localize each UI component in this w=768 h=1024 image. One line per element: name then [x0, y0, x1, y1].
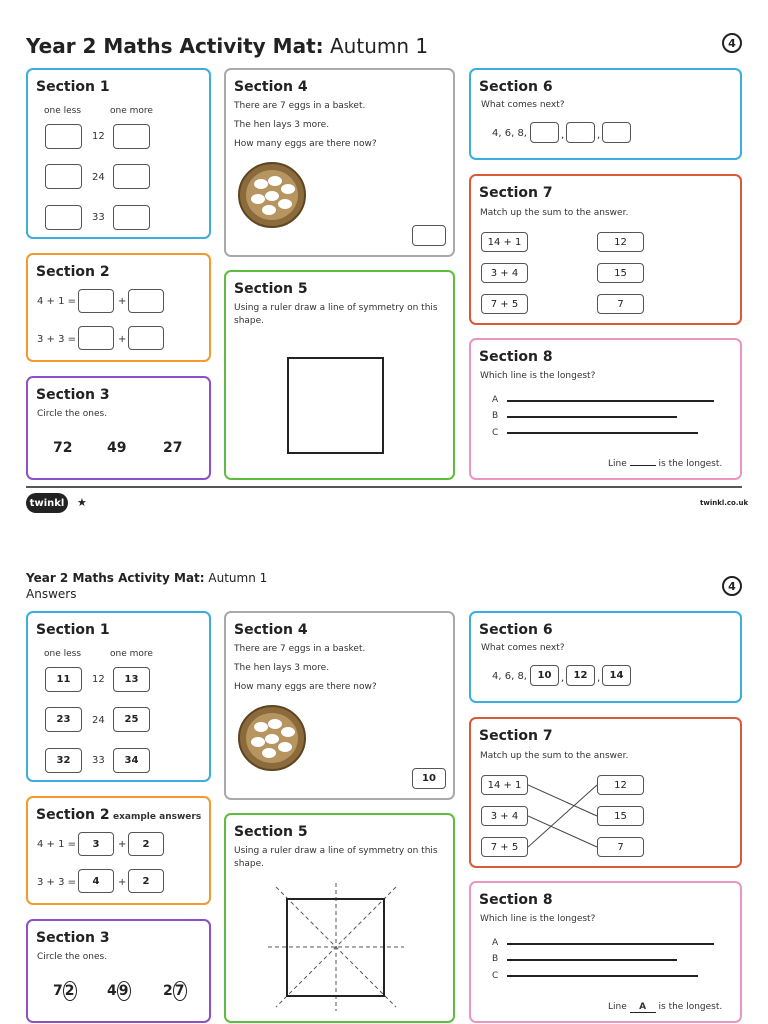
- instruction: Circle the ones.: [37, 952, 108, 962]
- answer-box: 25: [113, 707, 150, 732]
- line-a: [507, 400, 714, 402]
- equation-label: 4 + 1 =: [37, 839, 77, 850]
- answer-sentence: [608, 459, 722, 469]
- answer-box[interactable]: [78, 326, 114, 350]
- answer-box[interactable]: [78, 289, 114, 313]
- circled-ones-digit: 2: [64, 983, 75, 999]
- answer-box: 4: [78, 869, 114, 893]
- line-b: [507, 959, 677, 961]
- one-less-label: one less: [44, 106, 82, 116]
- question-line: How many eggs are there now?: [234, 682, 377, 692]
- answer-section-2-panel: [26, 796, 211, 905]
- section-title: Section 4: [234, 622, 308, 638]
- answer-box[interactable]: [45, 205, 82, 230]
- answer-section-7-panel: [469, 717, 742, 868]
- equation-label: 3 + 3 =: [37, 334, 77, 345]
- square-shape[interactable]: [287, 357, 384, 454]
- section-title: Section 6: [479, 79, 553, 95]
- answer-box[interactable]: [128, 289, 164, 313]
- number-49: [107, 983, 131, 999]
- section-title: Section 1: [36, 79, 110, 95]
- star-icon: ★: [77, 496, 87, 509]
- sum-box[interactable]: 14 + 1: [481, 232, 528, 252]
- number: 33: [92, 212, 105, 223]
- circled-ones-digit: 7: [174, 983, 185, 999]
- sum-box: 14 + 1: [481, 775, 528, 795]
- answer-option: 15: [597, 806, 644, 826]
- square-with-symmetry-lines: [266, 879, 406, 1014]
- answer-box[interactable]: [113, 205, 150, 230]
- answers-subtitle: Answers: [26, 587, 77, 601]
- section-3-panel: [26, 376, 211, 480]
- answer-box[interactable]: [128, 326, 164, 350]
- answer-box[interactable]: [412, 225, 446, 246]
- section-title: Section 2: [36, 807, 110, 823]
- answer-box: 13: [113, 667, 150, 692]
- answer-sentence: [608, 1002, 722, 1013]
- answers-title: [26, 571, 267, 585]
- instruction: Which line is the longest?: [480, 371, 596, 381]
- question-line: There are 7 eggs in a basket.: [234, 101, 366, 111]
- answer-option: 12: [597, 775, 644, 795]
- sequence: 4, 6, 8,: [492, 671, 527, 682]
- plus-sign: +: [118, 296, 127, 307]
- sum-box[interactable]: 3 + 4: [481, 263, 528, 283]
- line-b: [507, 416, 677, 418]
- instruction: What comes next?: [481, 643, 565, 653]
- answer-box[interactable]: [45, 124, 82, 149]
- tens-digit: 4: [107, 983, 117, 999]
- number: 33: [92, 755, 105, 766]
- answer-box: 2: [128, 869, 164, 893]
- answer-box: 10: [412, 768, 446, 789]
- page-title-bold: Year 2 Maths Activity Mat:: [26, 34, 324, 58]
- line-label-a: A: [492, 395, 499, 405]
- instruction: Using a ruler draw a line of symmetry on this shape.: [234, 846, 438, 869]
- number: 12: [92, 674, 105, 685]
- answer-box[interactable]: [566, 122, 595, 143]
- line-label-c: C: [492, 971, 499, 981]
- answers-title-bold: Year 2 Maths Activity Mat:: [26, 571, 205, 585]
- instruction: Circle the ones.: [37, 409, 108, 419]
- twinkl-logo[interactable]: twinkl: [26, 493, 68, 513]
- instruction: What comes next?: [481, 100, 565, 110]
- instruction: Match up the sum to the answer.: [480, 208, 629, 218]
- comma: ,: [561, 130, 565, 141]
- answer-box: 2: [128, 832, 164, 856]
- answer-box: 3: [78, 832, 114, 856]
- sentence-start: Line: [608, 1002, 627, 1012]
- answer-section-4-panel: [224, 611, 455, 800]
- sentence-start: Line: [608, 459, 627, 469]
- comma: ,: [597, 130, 601, 141]
- section-6-panel: [469, 68, 742, 160]
- instruction: Using a ruler draw a line of symmetry on this shape.: [234, 303, 438, 326]
- answer-section-5-panel: [224, 813, 455, 1023]
- section-title: Section 5: [234, 281, 308, 297]
- answer-box: 23: [45, 707, 82, 732]
- line-label-b: B: [492, 411, 499, 421]
- sum-box: 7 + 5: [481, 837, 528, 857]
- section-title: Section 1: [36, 622, 110, 638]
- one-more-label: one more: [110, 649, 153, 659]
- question-line: The hen lays 3 more.: [234, 663, 330, 673]
- number: 12: [92, 131, 105, 142]
- section-7-panel: [469, 174, 742, 325]
- answer-section-6-panel: [469, 611, 742, 703]
- section-title: Section 6: [479, 622, 553, 638]
- answer-section-8-panel: [469, 881, 742, 1023]
- number-49[interactable]: 49: [107, 440, 127, 456]
- number-72: [53, 983, 77, 999]
- plus-sign: +: [118, 334, 127, 345]
- sequence: 4, 6, 8,: [492, 128, 527, 139]
- example-answers-note: example answers: [113, 812, 202, 822]
- section-title: Section 4: [234, 79, 308, 95]
- section-1-panel: [26, 68, 211, 239]
- site-url[interactable]: twinkl.co.uk: [700, 499, 749, 507]
- plus-sign: +: [118, 839, 127, 850]
- sentence-end: is the longest.: [658, 1002, 723, 1012]
- answer-box[interactable]: [45, 164, 82, 189]
- egg-basket-image: [238, 705, 306, 771]
- section-title: Section 2: [36, 264, 110, 280]
- answer-box: 14: [602, 665, 631, 686]
- line-a: [507, 943, 714, 945]
- answer-option[interactable]: 12: [597, 232, 644, 252]
- one-less-label: one less: [44, 649, 82, 659]
- tens-digit: 7: [53, 983, 63, 999]
- footer-divider: [26, 486, 742, 488]
- section-title: Section 3: [36, 930, 110, 946]
- sum-box: 3 + 4: [481, 806, 528, 826]
- answers-title-rest: Autumn 1: [204, 571, 268, 585]
- number-27: [163, 983, 187, 999]
- section-5-panel: [224, 270, 455, 480]
- plus-sign: +: [118, 877, 127, 888]
- section-title: Section 7: [479, 185, 553, 201]
- answer-box: 34: [113, 748, 150, 773]
- instruction: Which line is the longest?: [480, 914, 596, 924]
- answer-section-1-panel: [26, 611, 211, 782]
- answer-box[interactable]: [113, 164, 150, 189]
- page-number-badge: 4: [722, 33, 742, 53]
- number-27[interactable]: 27: [163, 440, 183, 456]
- sum-box[interactable]: 7 + 5: [481, 294, 528, 314]
- page-number-badge: 4: [722, 576, 742, 596]
- circled-ones-digit: 9: [118, 983, 129, 999]
- question-line: How many eggs are there now?: [234, 139, 377, 149]
- answer-box: 10: [530, 665, 559, 686]
- answer-box: 12: [566, 665, 595, 686]
- answer-option[interactable]: 7: [597, 294, 644, 314]
- tens-digit: 2: [163, 983, 173, 999]
- question-line: The hen lays 3 more.: [234, 120, 330, 130]
- section-8-panel: [469, 338, 742, 480]
- answer-blank: A: [630, 1002, 656, 1013]
- number: 24: [92, 715, 105, 726]
- sentence-end: is the longest.: [658, 459, 723, 469]
- section-title: Section 3: [36, 387, 110, 403]
- egg-basket-image: [238, 162, 306, 228]
- answer-box[interactable]: [602, 122, 631, 143]
- answer-blank[interactable]: [630, 465, 656, 466]
- question-line: There are 7 eggs in a basket.: [234, 644, 366, 654]
- answer-box[interactable]: [113, 124, 150, 149]
- section-4-panel: [224, 68, 455, 257]
- section-title: Section 5: [234, 824, 308, 840]
- answer-box: 32: [45, 748, 82, 773]
- line-c: [507, 975, 698, 977]
- line-label-a: A: [492, 938, 499, 948]
- section-title: Section 7: [479, 728, 553, 744]
- answer-box[interactable]: [530, 122, 559, 143]
- comma: ,: [561, 673, 565, 684]
- number: 24: [92, 172, 105, 183]
- answer-section-3-panel: [26, 919, 211, 1023]
- page-title-rest: Autumn 1: [323, 34, 429, 58]
- comma: ,: [597, 673, 601, 684]
- number-72[interactable]: 72: [53, 440, 73, 456]
- page-title: [26, 34, 428, 58]
- equation-label: 4 + 1 =: [37, 296, 77, 307]
- matching-lines: [528, 775, 598, 857]
- instruction: Match up the sum to the answer.: [480, 751, 629, 761]
- line-c: [507, 432, 698, 434]
- line-label-b: B: [492, 954, 499, 964]
- section-2-panel: [26, 253, 211, 362]
- equation-label: 3 + 3 =: [37, 877, 77, 888]
- line-label-c: C: [492, 428, 499, 438]
- answer-option: 7: [597, 837, 644, 857]
- answer-option[interactable]: 15: [597, 263, 644, 283]
- one-more-label: one more: [110, 106, 153, 116]
- section-title: Section 8: [479, 892, 553, 908]
- section-title: Section 8: [479, 349, 553, 365]
- answer-box: 11: [45, 667, 82, 692]
